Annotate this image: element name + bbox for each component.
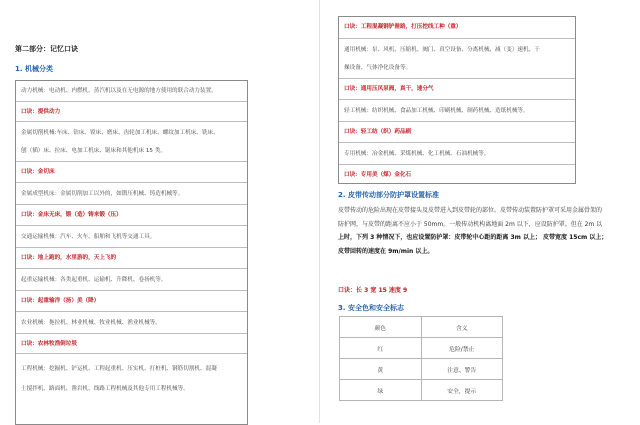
table-row: 动力机械：电动机、内燃机、蒸汽机以及在无电源的地方使用的联合动力装置。 [21,88,217,94]
paragraph-line [338,245,628,259]
section-title-machine-classification: 1. 机械分类 [15,65,53,73]
table-row: 专用机械：冶金机械、采煤机械、化工机械、石油机械等。 [339,142,575,164]
page-divider [319,0,320,423]
table-row: 金属成型机床：金属切削加工以外的，如锻压机械、铸造机械等。 [16,182,247,204]
part-title: 第二部分：记忆口诀 [15,45,78,53]
table-row: 轻工机械：纺织机械、食品加工机械、印刷机械、制药机械、造纸机械等。 [339,99,575,121]
cell-meaning: 注意、警告 [421,359,503,380]
table-row [16,121,247,161]
table-row: 口诀：工程混凝钢铲凿路，打压挖线工种（重） [344,24,462,30]
table-row: 口诀：地上跑的，水里游的，天上飞的 [16,247,247,268]
machine-classification-table [15,80,248,425]
table-row: 口诀：轻工纺（织）药品刷 [339,121,575,142]
paragraph-line: 皮带传动的危险出现在皮带接头及皮带进入到皮带轮的部位。皮带传动装置防护罩可采用金属骨架的 [338,207,603,214]
column-header-color: 颜色 [340,317,422,338]
table-row: 口诀：通用压风泵阀，真干，速分气 [339,78,575,99]
left-page [0,0,318,423]
table-row: 口诀：农林牧渔倒垃圾 [16,333,247,353]
table-row: 口诀：起重输洋（扬）美（降） [16,290,247,311]
cell-meaning: 危险/禁止 [421,338,503,359]
paragraph-line-bold: 皮带回转的速度在 9m/min 以上。 [338,247,434,255]
table-row [340,359,503,380]
table-row: 口诀：提供动力 [16,101,247,121]
row-line: 通用机械：泵、风机、压缩机、阀门、真空设备、分离机械、减（变）速机、干 [344,47,540,53]
belt-guard-mnemonic: 口诀：长 3 宽 15 速度 9 [338,287,408,294]
row-line: 燥设备、气体净化设备等。 [344,65,412,71]
table-row [340,338,503,359]
machine-classification-table-continued [338,16,576,184]
table-row: 农业机械：拖拉机、林业机械、牧业机械、渔业机械等。 [16,311,247,333]
cell-meaning: 安全，提示 [421,380,503,401]
table-row: 交通运输机械：汽车、火车、船舶和飞机等交通工具。 [16,225,247,247]
safety-color-table [339,316,503,401]
table-row [339,38,575,78]
table-row: 起重运输机械：各类起重机、运输机、升降机、卷扬机等。 [16,268,247,290]
row-line: 刨（插）床、拉床、电加工机床、锯床和其他机床 15 类。 [21,148,166,154]
table-row [16,353,247,425]
row-line: 土搅拌机、路面机、凿岩机、线路工程机械及其他专用工程机械等。 [21,386,189,392]
belt-guard-paragraph [338,204,628,258]
section-title-safety-colors: 3. 安全色和安全标志 [338,304,404,312]
table-row: 口诀：金床无床，锻（造）铸来锻（压） [16,204,247,225]
paragraph-line [338,231,628,245]
paragraph-line-bold: 上时，下列 3 种情况下，也应设置防护罩：皮带轮中心距的距离 3m 以上； 皮带宽度 15cm 以上； [338,234,608,241]
row-line: 工程机械：挖掘机、铲运机、工程起重机、压实机、打桩机、钢筋切割机、混凝 [21,366,217,372]
cell-color: 黄 [340,359,422,380]
table-row: 口诀：金切床 [16,161,247,182]
row-line: 金属切削机械:车床、钻床、镗床、磨床、齿轮加工机床、螺纹加工机床、铣床、 [21,130,219,136]
paragraph-line: 防护网，与皮带的距离不应小于 50mm。一般传动机构离地面 2m 以下，应设防护罩。但在 2m 以 [338,220,603,228]
table-row: 口诀：专用美（煤）金化石 [339,164,575,185]
column-header-meaning: 含义 [421,317,503,338]
cell-color: 绿 [340,380,422,401]
cell-color: 红 [340,338,422,359]
section-title-belt-guard: 2. 皮带传动部分防护罩设置标准 [338,191,439,199]
table-header-row [340,317,503,338]
table-row [340,380,503,401]
